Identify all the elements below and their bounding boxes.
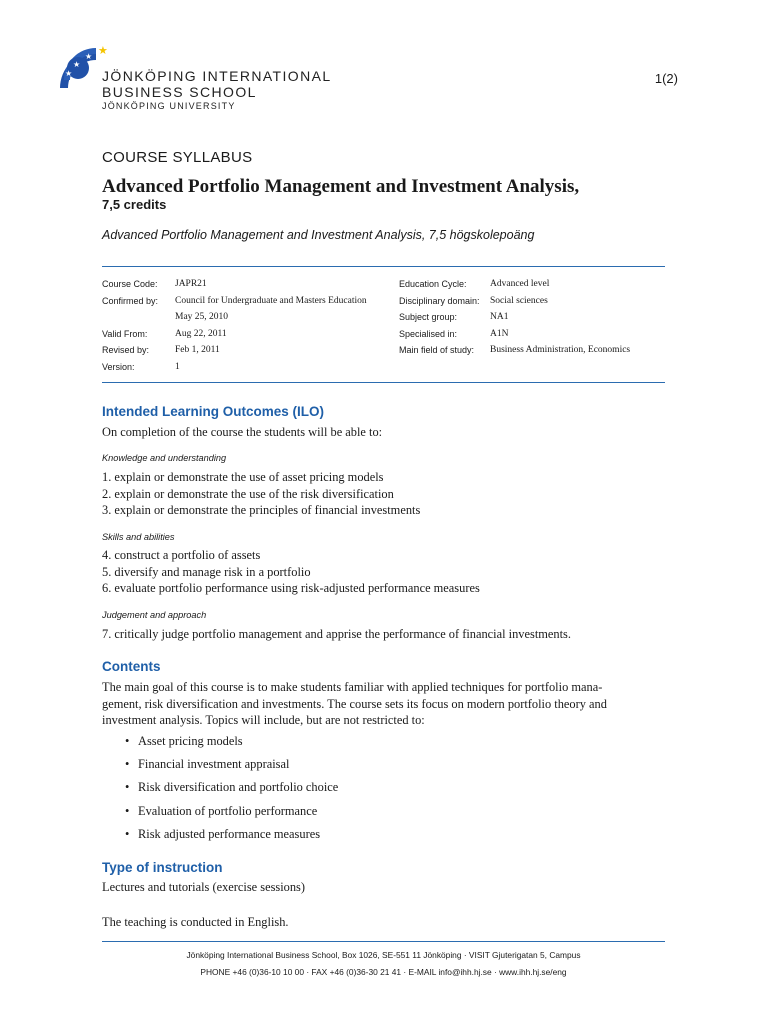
info-row <box>102 276 392 293</box>
instruction-language: The teaching is conducted in English. <box>102 915 289 929</box>
info-label: Version: <box>102 361 135 372</box>
school-name-line1: JÖNKÖPING INTERNATIONAL <box>102 68 332 84</box>
info-row <box>102 309 392 326</box>
footer-address: Jönköping International Business School, Box 1026, SE-551 11 Jönköping · VISIT Gjuterigatan 5, Campus <box>186 950 581 960</box>
info-value: May 25, 2010 <box>175 312 229 322</box>
info-label: Disciplinary domain: <box>399 295 480 306</box>
svg-text:★: ★ <box>98 44 108 57</box>
contents-heading: Contents <box>102 659 161 674</box>
svg-text:★: ★ <box>73 60 81 69</box>
bullet-icon: • <box>125 803 130 818</box>
list-item <box>117 734 338 757</box>
ilo-group-skills <box>102 547 480 597</box>
instruction-heading: Type of instruction <box>102 860 223 875</box>
info-row <box>102 326 392 343</box>
list-item <box>117 827 338 850</box>
ilo-item: 4. construct a portfolio of assets <box>102 548 261 562</box>
info-value: Aug 22, 2011 <box>175 328 227 339</box>
contents-line: investment analysis. Topics will include, but are not restricted to: <box>102 713 425 727</box>
list-item <box>117 804 338 827</box>
course-info-left <box>102 276 392 375</box>
swedish-title: Advanced Portfolio Management and Investment Analysis, 7,5 högskolepoäng <box>102 228 535 242</box>
ilo-item: 5. diversify and manage risk in a portfolio <box>102 564 311 579</box>
info-label <box>102 309 175 326</box>
divider-info-bottom <box>102 382 665 383</box>
instruction-text: Lectures and tutorials (exercise sessions) <box>102 880 305 894</box>
ilo-item: 3. explain or demonstrate the principles of financial investments <box>102 503 421 517</box>
info-row <box>102 293 392 310</box>
list-item <box>117 780 338 803</box>
svg-text:★: ★ <box>85 52 93 61</box>
ilo-item: 1. explain or demonstrate the use of asset pricing models <box>102 470 384 484</box>
course-info-right <box>399 276 669 359</box>
svg-text:★: ★ <box>65 69 73 78</box>
info-value: Social sciences <box>490 295 548 306</box>
info-label: Revised by: <box>102 345 150 355</box>
info-value: Feb 1, 2011 <box>175 345 220 355</box>
contents-line: The main goal of this course is to make students familiar with applied techniques for portfolio mana- <box>102 680 603 694</box>
footer-contact: PHONE +46 (0)36-10 10 00 · FAX +46 (0)36-30 21 41 · E-MAIL info@ihh.hj.se · www.ihh.hj.se/eng <box>200 967 567 977</box>
info-value: JAPR21 <box>175 279 207 289</box>
info-label: Main field of study: <box>399 345 475 355</box>
bullet-icon: • <box>125 757 130 772</box>
bullet-text: Evaluation of portfolio performance <box>138 803 318 818</box>
info-row <box>399 309 669 326</box>
info-label: Valid From: <box>102 328 148 339</box>
info-row <box>399 276 669 293</box>
info-row <box>399 326 669 343</box>
info-value: 1 <box>175 361 180 372</box>
ilo-group-title: Skills and abilities <box>102 532 175 542</box>
divider-footer <box>102 941 665 942</box>
info-row <box>102 342 392 359</box>
info-row <box>399 293 669 310</box>
info-label: Specialised in: <box>399 328 458 339</box>
ilo-heading: Intended Learning Outcomes (ILO) <box>102 404 325 419</box>
ilo-group-title: Knowledge and understanding <box>102 453 227 463</box>
school-name-block <box>102 68 332 113</box>
document-type: COURSE SYLLABUS <box>102 149 253 166</box>
page-number: 1(2) <box>654 71 678 86</box>
bullet-text: Risk adjusted performance measures <box>138 826 321 841</box>
bullet-icon: • <box>125 734 130 748</box>
bullet-text: Asset pricing models <box>138 734 243 748</box>
contents-bullet-list <box>117 734 338 850</box>
info-value: Advanced level <box>490 279 550 289</box>
ilo-item: 2. explain or demonstrate the use of the risk diversification <box>102 486 394 501</box>
ilo-intro: On completion of the course the students will be able to: <box>102 425 383 439</box>
ilo-group-title: Judgement and approach <box>102 610 207 620</box>
info-row <box>102 359 392 376</box>
ilo-item: 6. evaluate portfolio performance using risk-adjusted performance measures <box>102 581 480 595</box>
course-credits: 7,5 credits <box>102 197 167 212</box>
info-row <box>399 342 669 359</box>
info-label: Education Cycle: <box>399 279 467 289</box>
list-item <box>117 757 338 780</box>
school-name-line2: BUSINESS SCHOOL <box>102 84 257 100</box>
info-value: Council for Undergraduate and Masters Education <box>175 295 367 306</box>
info-value: NA1 <box>490 312 509 322</box>
bullet-text: Risk diversification and portfolio choice <box>138 780 339 795</box>
ilo-item: 7. critically judge portfolio management and apprise the performance of financial investments. <box>102 627 571 641</box>
bullet-icon: • <box>125 780 130 795</box>
bullet-icon: • <box>125 826 130 841</box>
contents-text <box>102 679 607 729</box>
info-label: Course Code: <box>102 279 158 289</box>
ilo-group-knowledge <box>102 469 420 519</box>
course-title: Advanced Portfolio Management and Investment Analysis, <box>102 176 580 197</box>
info-label: Confirmed by: <box>102 295 159 306</box>
bullet-text: Financial investment appraisal <box>138 757 290 772</box>
info-value: Business Administration, Economics <box>490 345 631 355</box>
divider-top <box>102 266 665 267</box>
contents-line: gement, risk diversification and investments. The course sets its focus on modern portfolio theory and <box>102 696 607 711</box>
info-label: Subject group: <box>399 312 458 322</box>
ilo-group-judgement <box>102 626 571 643</box>
university-name: JÖNKÖPING UNIVERSITY <box>102 101 236 111</box>
info-value: A1N <box>490 328 509 339</box>
